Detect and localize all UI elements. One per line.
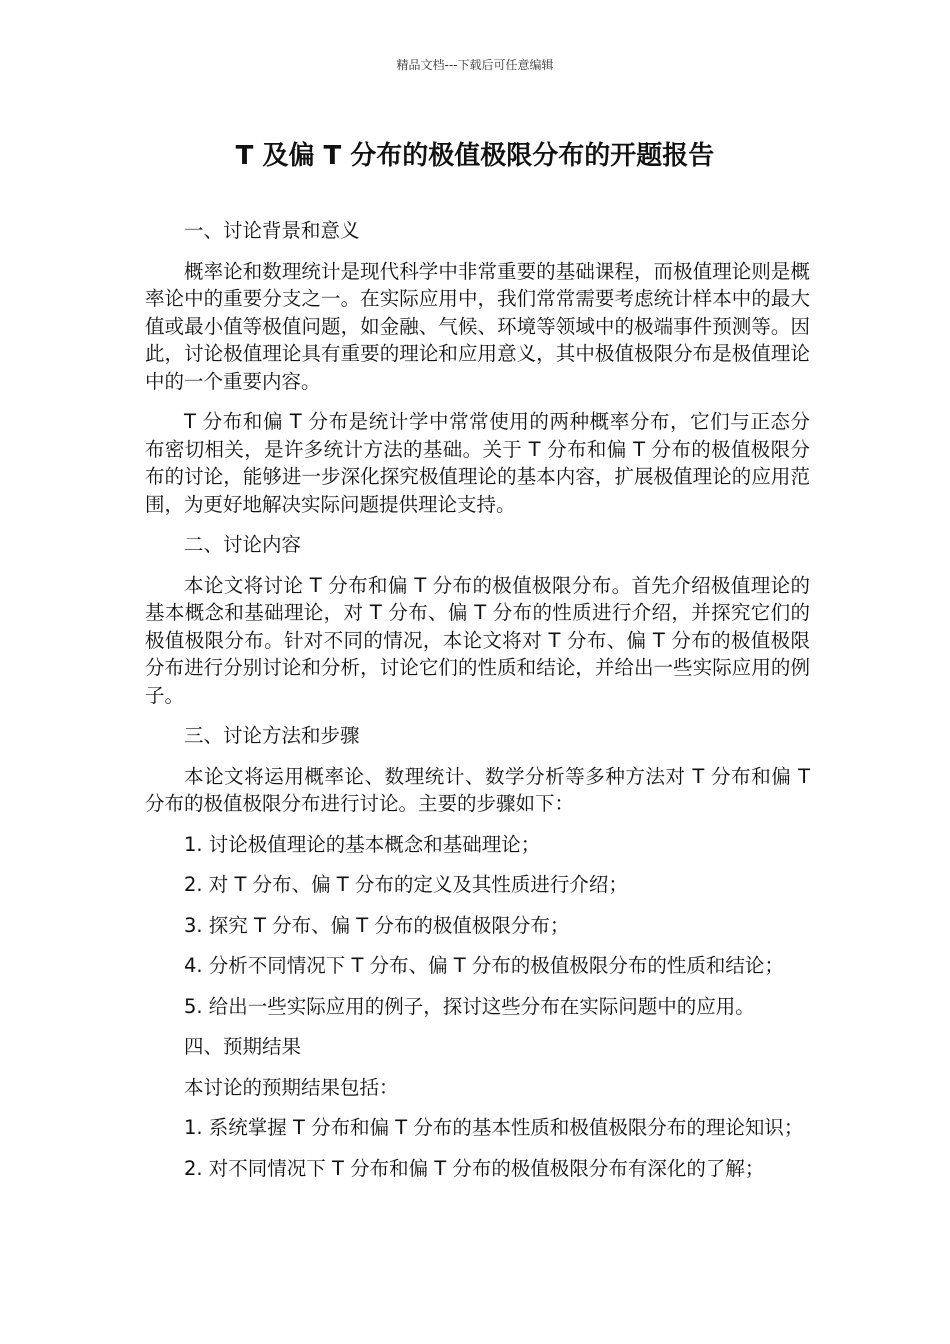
paragraph-background-1: 概率论和数理统计是现代科学中非常重要的基础课程，而极值理论则是概率论中的重要分支之一。在实际应用中，我们常常需要考虑统计样本中的最大值或最小值等极值问题，如金融、气候、环境等领域中的极端事件预测等。因此，讨论极值理论具有重要的理论和应用意义，其中极值极限分布是极值理论中的一个重要内容。 xyxy=(145,259,810,393)
list-item-step-1: 1. 讨论极值理论的基本概念和基础理论； xyxy=(184,832,541,856)
section-heading-background: 一、讨论背景和意义 xyxy=(184,219,360,242)
list-item-step-5: 5. 给出一些实际应用的例子，探讨这些分布在实际问题中的应用。 xyxy=(184,994,755,1018)
list-item-result-2: 2. 对不同情况下 T 分布和偏 T 分布的极值极限分布有深化的了解； xyxy=(184,1156,765,1180)
section-heading-methods: 三、讨论方法和步骤 xyxy=(184,724,360,747)
paragraph-content: 本论文将讨论 T 分布和偏 T 分布的极值极限分布。首先介绍极值理论的基本概念和基础理论，对 T 分布、偏 T 分布的性质进行介绍，并探究它们的极值极限分布。针对不同的情况，本论文将对 T 分布、偏 T 分布的极值极限分布进行分别讨论和分析，讨论它们的性质和结论，并给出一些实际应用的例子。 xyxy=(145,573,810,707)
section-heading-content: 二、讨论内容 xyxy=(184,533,302,556)
page-header: 精品文档---下载后可任意编辑 xyxy=(396,58,554,72)
document-title: T 及偏 T 分布的极值极限分布的开题报告 xyxy=(235,141,715,171)
paragraph-background-2: T 分布和偏 T 分布是统计学中常常使用的两种概率分布，它们与正态分布密切相关，是许多统计方法的基础。关于 T 分布和偏 T 分布的极值极限分布的讨论，能够进一步深化探究极值理论的基本内容，扩展极值理论的应用范围，为更好地解决实际问题提供理论支持。 xyxy=(145,410,810,516)
list-item-step-3: 3. 探究 T 分布、偏 T 分布的极值极限分布； xyxy=(184,913,570,937)
section-heading-expected: 四、预期结果 xyxy=(184,1035,302,1058)
list-item-result-1: 1. 系统掌握 T 分布和偏 T 分布的基本性质和极值极限分布的理论知识； xyxy=(184,1116,804,1139)
list-item-step-4: 4. 分析不同情况下 T 分布、偏 T 分布的极值极限分布的性质和结论； xyxy=(184,954,784,977)
document-body xyxy=(145,217,810,1195)
paragraph-expected-intro: 本讨论的预期结果包括： xyxy=(184,1075,399,1099)
list-item-step-2: 2. 对 T 分布、偏 T 分布的定义及其性质进行介绍； xyxy=(184,873,628,896)
paragraph-methods: 本论文将运用概率论、数理统计、数学分析等多种方法对 T 分布和偏 T 分布的极值极限分布进行讨论。主要的步骤如下： xyxy=(145,764,810,815)
